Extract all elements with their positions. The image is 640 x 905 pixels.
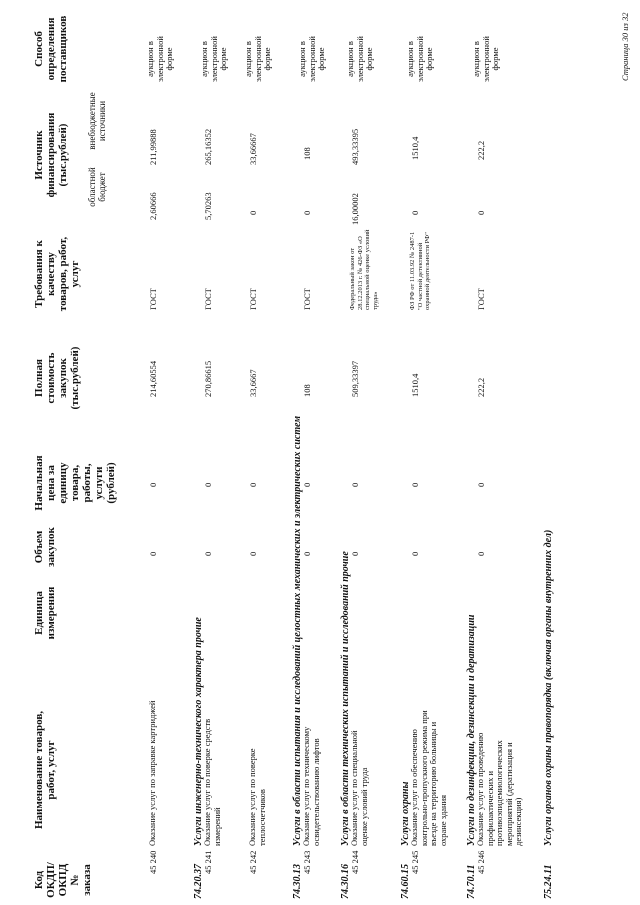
row-method: аукцион в электронной форме [405, 36, 434, 82]
row-name: Оказание услуг по заправке картриджей [147, 700, 157, 846]
row-volume: 0 [302, 551, 312, 556]
section-code: 74.60.15 [400, 864, 411, 899]
row-method: аукцион в электронной форме [471, 36, 500, 82]
row-requirements: ГОСТ [203, 288, 213, 310]
row-total: 1510,4 [410, 373, 420, 397]
header-fin-offbudget: внебюджетные источники [87, 92, 107, 150]
row-requirements: ГОСТ [248, 288, 258, 310]
row-volume: 0 [476, 551, 486, 556]
row-offbudget: 108 [302, 147, 312, 160]
row-total: 214,60554 [148, 360, 158, 397]
row-regional: 0 [248, 210, 258, 215]
row-price: 0 [148, 482, 158, 487]
header-price: Начальная цена за единицу товара, работы, услуги (рублей) [33, 455, 117, 511]
row-volume: 0 [203, 551, 213, 556]
row-method: аукцион в электронной форме [345, 36, 374, 82]
row-name: Оказание услуг по техническому освидетельствованию лифтов [301, 726, 321, 846]
header-total: Полная стоимость закупок (тыс.рублей) [33, 346, 81, 410]
row-requirements: ГОСТ [148, 288, 158, 310]
row-price: 0 [302, 482, 312, 487]
header-name: Наименование товаров, работ, услуг [33, 710, 57, 830]
row-method: аукцион в электронной форме [243, 36, 272, 82]
row-volume: 0 [410, 551, 420, 556]
row-code: 45 246 [476, 850, 486, 874]
row-price: 0 [248, 482, 258, 487]
row-price: 0 [203, 482, 213, 487]
row-requirements: ГОСТ [302, 288, 312, 310]
row-total: 270,86615 [203, 360, 213, 397]
row-volume: 0 [248, 551, 258, 556]
section-code: 74.30.13 [292, 864, 303, 899]
page-number: Страница 30 из 32 [620, 12, 630, 81]
section-title: Услуги в области испытания и исследований целостных механических и электрических систем [292, 415, 303, 846]
row-name: Оказание услуг по проведению профилактических и противоэпидемиологических мероприятий (дератизация и дезинсекция) [475, 732, 523, 846]
row-name: Оказание услуг по поверке средств измерений [202, 718, 222, 846]
row-code: 45 240 [148, 850, 158, 874]
row-offbudget: 33,66667 [248, 133, 258, 165]
row-offbudget: 493,33395 [350, 128, 360, 165]
section-code: 74.20.37 [193, 864, 204, 899]
row-total: 222,2 [476, 377, 486, 397]
row-regional: 2,60666 [148, 192, 158, 220]
row-name: Оказание услуг по обеспечению контрольно-пропускного режима при въезде на территорию больницы и охране здания [409, 710, 448, 846]
row-code: 45 241 [203, 850, 213, 874]
row-regional: 0 [476, 210, 486, 215]
row-regional: 5,70263 [203, 192, 213, 220]
row-regional: 0 [302, 210, 312, 215]
row-price: 0 [410, 482, 420, 487]
row-offbudget: 222,2 [476, 140, 486, 160]
section-code: 74.70.11 [466, 864, 477, 899]
row-offbudget: 1510,4 [410, 136, 420, 160]
row-total: 108 [302, 384, 312, 397]
row-name: Оказание услуг по поверке теплосчетчиков [247, 748, 267, 846]
row-requirements: ФЗ РФ от 11.03.92 № 2487-1 "О частной детективной охранной деятельности РФ" [409, 231, 431, 310]
row-code: 45 244 [350, 850, 360, 874]
section-title: Услуги по дезинфекции, дезинсекции и дератизации [466, 614, 477, 846]
header-method: Способ определения поставщиков [33, 15, 69, 83]
row-name: Оказание услуг по специальной оценке условий труда [349, 730, 369, 846]
row-regional: 0 [410, 210, 420, 215]
row-method: аукцион в электронной форме [145, 36, 174, 82]
row-price: 0 [350, 482, 360, 487]
row-volume: 0 [148, 551, 158, 556]
row-method: аукцион в электронной форме [297, 36, 326, 82]
row-code: 45 245 [410, 850, 420, 874]
header-unit: Единица измерения [33, 586, 57, 640]
row-volume: 0 [350, 551, 360, 556]
row-total: 33,6667 [248, 369, 258, 397]
row-requirements: ГОСТ [476, 288, 486, 310]
section-title: Услуги в области технических испытаний и исследований прочие [340, 551, 351, 846]
row-regional: 16,00002 [350, 193, 360, 225]
row-price: 0 [476, 482, 486, 487]
section-title: Услуги органов охраны правопорядка (включая органы внутренних дел) [543, 529, 554, 846]
section-code: 75.24.11 [543, 864, 554, 899]
section-code: 74.30.16 [340, 864, 351, 899]
header-code: Код ОКДП/ ОКПД № заказа [33, 862, 93, 898]
header-fin-regional: областной бюджет [87, 167, 107, 207]
row-offbudget: 211,99888 [148, 129, 158, 165]
section-title: Услуги охраны [400, 781, 411, 846]
row-method: аукцион в электронной форме [199, 36, 228, 82]
section-title: Услуги инженерно-технического характера прочие [193, 617, 204, 846]
header-financing: Источник финансирования (тыс.рублей) [33, 112, 69, 198]
header-requirements: Требования к качеству товаров, работ, услуг [33, 236, 81, 312]
row-requirements: Федеральный закон от 28.12.2013 г. № 426-ФЗ «О специальной оценке условий труда» [349, 229, 379, 310]
header-volume: Объем закупок [33, 527, 57, 567]
row-offbudget: 265,16352 [203, 128, 213, 165]
row-code: 45 243 [302, 850, 312, 874]
row-total: 509,33397 [350, 360, 360, 397]
row-code: 45 242 [248, 850, 258, 874]
